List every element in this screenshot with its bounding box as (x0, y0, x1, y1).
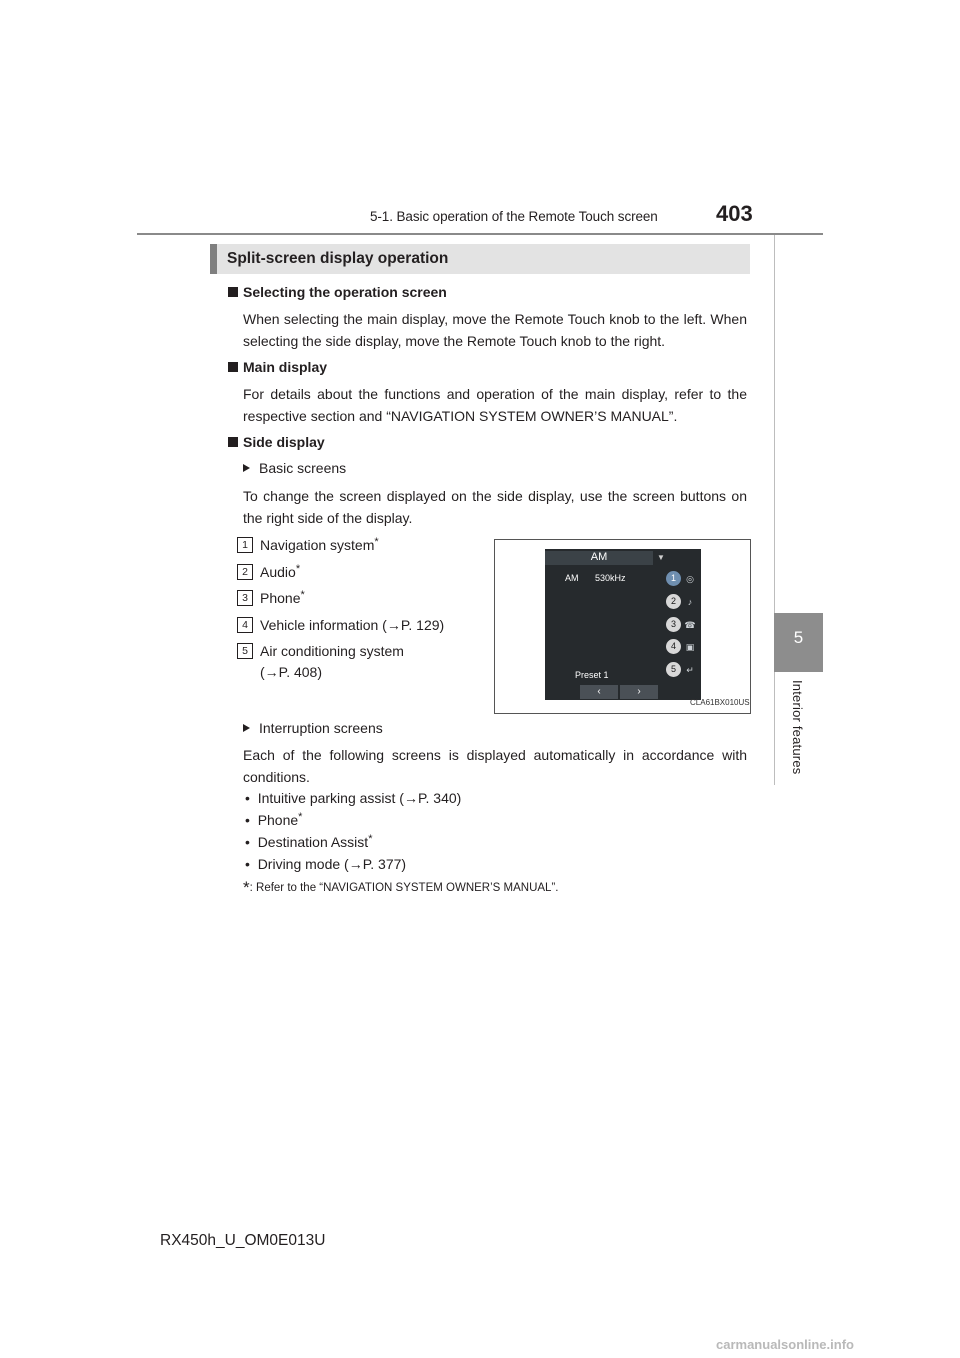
heading-side-display (228, 434, 325, 450)
item-audio (260, 563, 300, 580)
section-title: Split-screen display operation (227, 250, 449, 267)
number-box: 2 (237, 564, 253, 580)
interrupt-item: • Driving mode (→P. 377) (245, 856, 407, 872)
item-label: Vehicle information (→P. 129) (260, 617, 445, 633)
watermark: carmanualsonline.info (716, 1337, 854, 1352)
paragraph-basic-screens: To change the screen displayed on the side display, use the screen buttons on the right side of the display. (243, 488, 747, 526)
header-rule (137, 233, 823, 235)
screen-button-phone: 3 (666, 617, 681, 632)
heading-main-display (228, 359, 327, 375)
triangle-bullet-icon (243, 724, 250, 732)
asterisk: * (295, 563, 301, 575)
screen-button-navigation: 1 (666, 571, 681, 586)
footnote-star: * (243, 878, 250, 897)
screen-preset: Preset 1 (575, 670, 609, 680)
header-title: 5-1. Basic operation of the Remote Touch screen (370, 209, 658, 224)
page-number: 403 (716, 201, 753, 226)
item-label: Navigation system (260, 537, 375, 553)
item-vehicle-information (260, 616, 444, 633)
number-box: 1 (237, 537, 253, 553)
item-label: Phone (260, 590, 301, 606)
section-bar-accent (210, 244, 217, 274)
music-note-icon: ♪ (687, 597, 693, 607)
footnote (243, 878, 558, 898)
screen-button-vehicle-info: 4 (666, 639, 681, 654)
triangle-bullet-icon (243, 464, 250, 472)
chapter-label: Interior features (790, 680, 805, 775)
screen-band: AM (565, 573, 579, 583)
square-bullet-icon (228, 437, 238, 447)
interrupt-item: • Phone* (245, 811, 303, 828)
chapter-tab (774, 613, 823, 672)
interruption-screens-label (243, 720, 383, 736)
interrupt-item: • Destination Assist* (245, 833, 373, 850)
paragraph-main-display: For details about the functions and operation of the main display, refer to the respective section and “NAVIGATION SYSTEM OWNER’S MANUAL”. (243, 386, 747, 424)
screen-frequency: 530kHz (595, 573, 626, 583)
chevron-down-icon: ▼ (657, 553, 665, 562)
heading-main-display-text: Main display (243, 359, 328, 375)
paragraph-interruption: Each of the following screens is displayed automatically in accordance with conditions. (243, 747, 747, 785)
number-box: 5 (237, 643, 253, 659)
screen-title: AM (545, 551, 653, 565)
interrupt-item-label: Destination Assist (257, 834, 369, 850)
number-box: 4 (237, 617, 253, 633)
asterisk: * (368, 833, 373, 845)
item-label: Air conditioning system (260, 643, 404, 659)
air-conditioning-icon: ↵ (686, 665, 694, 675)
square-bullet-icon (228, 287, 238, 297)
side-display-figure (494, 539, 751, 714)
screen-next-button: › (620, 685, 658, 699)
interrupt-item-label: Driving mode (→P. 377) (257, 856, 407, 872)
heading-selecting-text: Selecting the operation screen (243, 284, 447, 300)
basic-screens-label (243, 460, 346, 476)
paragraph-selecting: When selecting the main display, move the Remote Touch knob to the left. When selecting the side display, move the Remote Touch knob to the right. (243, 311, 747, 349)
item-air-conditioning (260, 642, 404, 659)
document-code: RX450h_U_OM0E013U (160, 1232, 326, 1249)
figure-code: CLA61BX010US (690, 698, 750, 707)
item-label: Audio (260, 564, 296, 580)
square-bullet-icon (228, 362, 238, 372)
item-phone (260, 589, 305, 606)
item-navigation-system (260, 536, 379, 553)
screen-button-audio: 2 (666, 594, 681, 609)
screen-button-air-conditioning: 5 (666, 662, 681, 677)
heading-selecting (228, 284, 447, 300)
chapter-rule (774, 235, 775, 785)
screen-prev-button: ‹ (580, 685, 618, 699)
footnote-text: : Refer to the “NAVIGATION SYSTEM OWNER’S MANUAL”. (249, 882, 559, 894)
asterisk: * (298, 811, 303, 823)
number-box: 3 (237, 590, 253, 606)
interrupt-item-label: Intuitive parking assist (→P. 340) (257, 790, 462, 806)
vehicle-icon: ▣ (685, 642, 695, 652)
asterisk: * (374, 536, 379, 548)
interrupt-item: • Intuitive parking assist (→P. 340) (245, 790, 462, 806)
navigation-icon: ◎ (686, 574, 694, 584)
basic-screens-text: Basic screens (259, 460, 347, 476)
interruption-screens-text: Interruption screens (259, 720, 383, 736)
asterisk: * (300, 589, 305, 601)
heading-side-display-text: Side display (243, 434, 325, 450)
interrupt-item-label: Phone (257, 812, 299, 828)
side-display-screen (545, 549, 701, 700)
chapter-number: 5 (793, 628, 804, 647)
item-air-conditioning-ref: (→P. 408) (260, 664, 322, 680)
phone-icon: ☎ (684, 620, 696, 630)
section-bar (210, 244, 750, 274)
